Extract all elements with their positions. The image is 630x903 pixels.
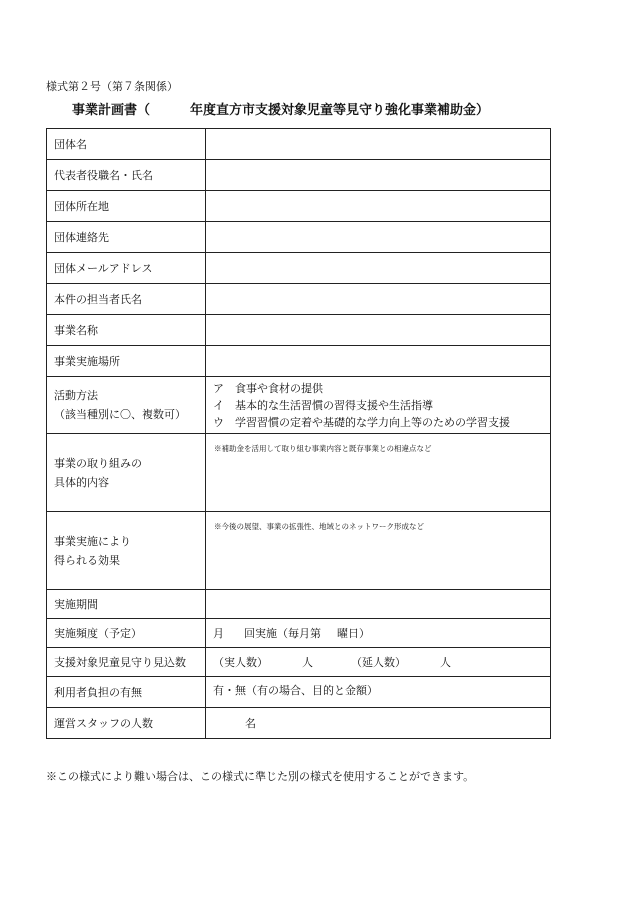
children-real: （実人数） (213, 656, 268, 669)
row-fee (47, 677, 551, 708)
field-fee[interactable] (206, 677, 551, 708)
effect-note: ※今後の展望、事業の拡張性、地域とのネットワーク形成など (214, 522, 424, 531)
label-staff: 運営スタッフの人数 (47, 708, 206, 739)
form-number: 様式第２号（第７条関係） (46, 80, 178, 93)
label-activity (47, 377, 206, 434)
title-right: 年度直方市支援対象児童等見守り強化事業補助金） (190, 103, 490, 118)
title-left: 事業計画書（ (72, 103, 151, 118)
activity-option-u[interactable]: ウ 学習習慣の定着や基礎的な学力向上等のための学習支援 (213, 415, 510, 429)
label-effect-line2: 得られる効果 (54, 553, 120, 567)
row-period (47, 590, 551, 619)
label-email: 団体メールアドレス (47, 253, 206, 284)
label-period: 実施期間 (47, 590, 206, 619)
label-effect (47, 512, 206, 590)
activity-option-i[interactable]: イ 基本的な生活習慣の習得支援や生活指導 (213, 398, 433, 412)
row-staff (47, 708, 551, 739)
frequency-value: 回実施（毎月第 (244, 627, 321, 640)
row-location (47, 346, 551, 377)
label-content-line2: 具体的内容 (54, 475, 109, 489)
label-representative: 代表者役職名・氏名 (47, 160, 206, 191)
field-period[interactable] (206, 590, 551, 619)
activity-option-a[interactable]: ア 食事や食材の提供 (213, 381, 323, 395)
field-representative[interactable] (206, 160, 551, 191)
field-staff[interactable] (206, 708, 551, 739)
label-group-name: 団体名 (47, 129, 206, 160)
label-activity-line1: 活動方法 (54, 389, 98, 402)
row-activity (47, 377, 551, 434)
row-content (47, 434, 551, 512)
row-children (47, 648, 551, 677)
field-children[interactable] (206, 648, 551, 677)
content-note: ※補助金を活用して取り組む事業内容と既存事業との相違点など (214, 444, 432, 453)
footer-note: ※この様式により難い場合は、この様式に準じた別の様式を使用することができます。 (46, 770, 475, 783)
frequency-month: 月 (213, 627, 224, 640)
label-children: 支援対象児童見守り見込数 (47, 648, 206, 677)
row-contact (47, 222, 551, 253)
children-total: （延人数） (351, 656, 406, 669)
label-address: 団体所在地 (47, 191, 206, 222)
field-project-name[interactable] (206, 315, 551, 346)
row-project-name (47, 315, 551, 346)
label-fee: 利用者負担の有無 (47, 677, 206, 708)
row-representative (47, 160, 551, 191)
children-unit-1: 人 (302, 656, 313, 669)
label-location: 事業実施場所 (47, 346, 206, 377)
label-activity-line2: （該当種別に〇、複数可） (54, 408, 186, 421)
row-email (47, 253, 551, 284)
row-person-in-charge (47, 284, 551, 315)
row-effect (47, 512, 551, 590)
label-person-in-charge: 本件の担当者氏名 (47, 284, 206, 315)
field-email[interactable] (206, 253, 551, 284)
field-effect[interactable] (206, 512, 551, 590)
fee-value: 有・無（有の場合、目的と金額） (213, 684, 378, 697)
children-unit-2: 人 (440, 656, 451, 669)
plan-form-table (46, 128, 551, 739)
field-activity (206, 377, 551, 434)
field-content[interactable] (206, 434, 551, 512)
field-frequency[interactable] (206, 619, 551, 648)
field-contact[interactable] (206, 222, 551, 253)
label-content (47, 434, 206, 512)
field-location[interactable] (206, 346, 551, 377)
field-person-in-charge[interactable] (206, 284, 551, 315)
label-effect-line1: 事業実施により (54, 534, 131, 548)
frequency-weekday: 曜日） (337, 627, 370, 640)
field-address[interactable] (206, 191, 551, 222)
label-contact: 団体連絡先 (47, 222, 206, 253)
row-address (47, 191, 551, 222)
field-group-name[interactable] (206, 129, 551, 160)
label-frequency: 実施頻度（予定） (47, 619, 206, 648)
row-frequency (47, 619, 551, 648)
row-group-name (47, 129, 551, 160)
label-project-name: 事業名称 (47, 315, 206, 346)
document-title (72, 99, 572, 118)
label-content-line1: 事業の取り組みの (54, 456, 142, 470)
staff-unit: 名 (245, 717, 256, 730)
